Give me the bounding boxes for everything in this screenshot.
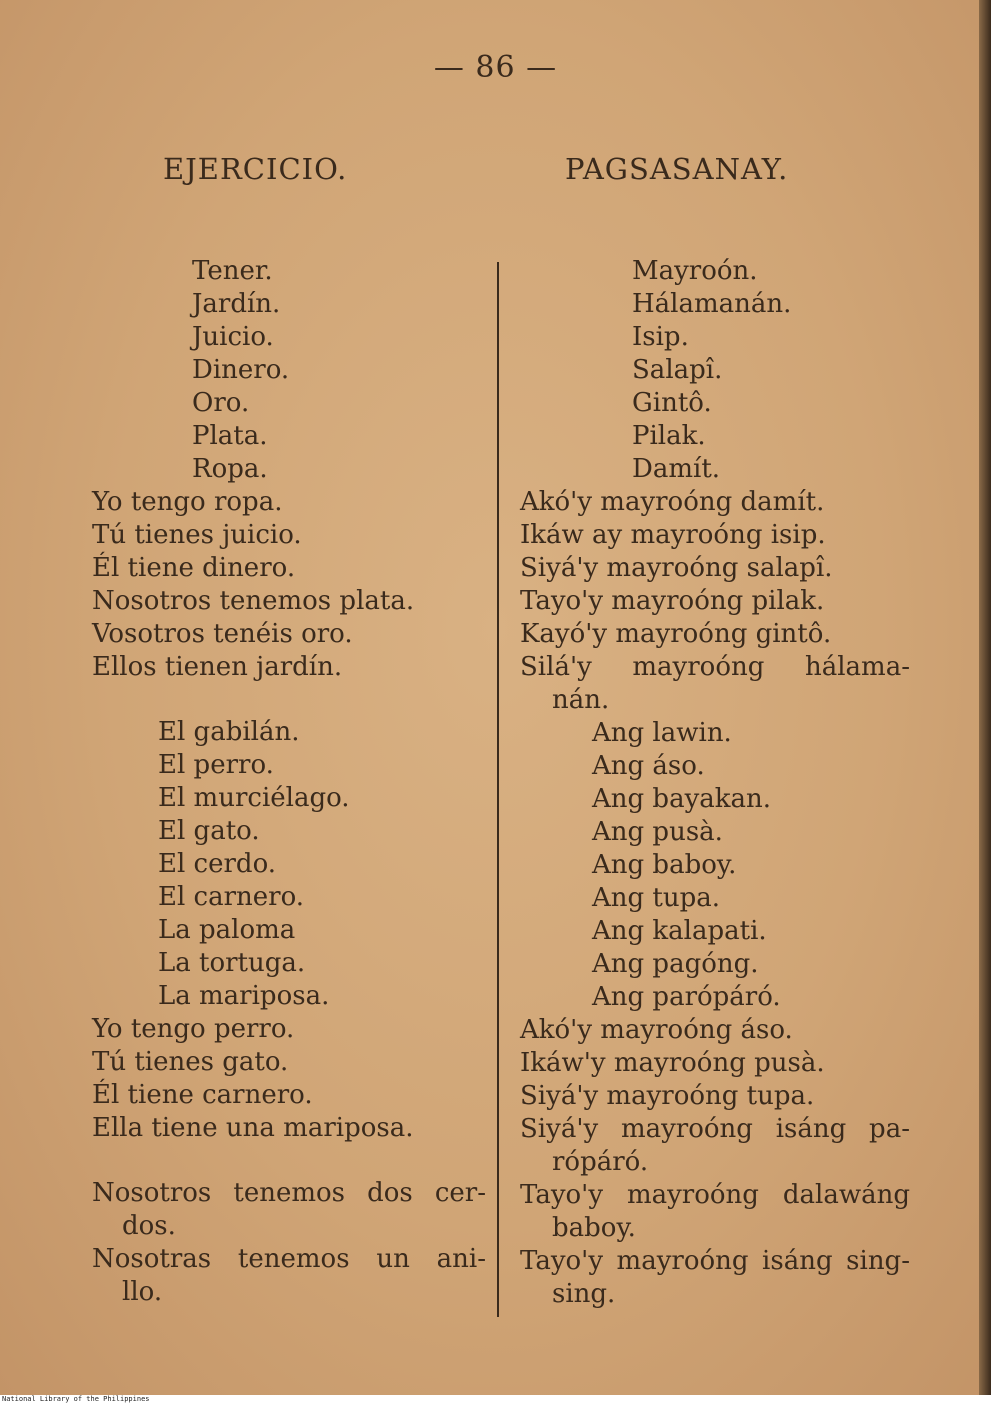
vocab-word: El murciélago. xyxy=(158,783,350,813)
vocab-word: El perro. xyxy=(158,750,274,780)
spanish-column xyxy=(92,255,486,1309)
footer-credit: National Library of the Philippines xyxy=(2,1395,150,1403)
page-number: — 86 — xyxy=(433,50,558,85)
vocab-word: El carnero. xyxy=(158,882,305,912)
heading-spanish: EJERCICIO. xyxy=(163,152,348,186)
sentence: Akó'y mayroóng áso. xyxy=(520,1015,793,1045)
vocab-word: Ang pusà. xyxy=(592,817,723,847)
vocab-word: Ang baboy. xyxy=(592,850,737,880)
sentence: Él tiene dinero. xyxy=(92,553,296,583)
sentence: Él tiene carnero. xyxy=(92,1080,313,1110)
page-edge xyxy=(979,0,991,1395)
sentence: Kayó'y mayroóng gintô. xyxy=(520,619,832,649)
spacer xyxy=(92,684,486,716)
sentence-continuation: nán. xyxy=(552,685,610,715)
vocab-word: Juicio. xyxy=(192,322,274,352)
sentence-continuation: baboy. xyxy=(552,1213,636,1243)
vocab-word: El cerdo. xyxy=(158,849,277,879)
sentence: Akó'y mayroóng damít. xyxy=(520,487,825,517)
vocab-word: Ang bayakan. xyxy=(592,784,772,814)
sentence-wrapped: Tayo'y mayroóng isáng sing- xyxy=(520,1246,910,1276)
sentence-wrapped: Silá'y mayroóng hálama- xyxy=(520,652,910,682)
sentence-wrapped: Siyá'y mayroóng isáng pa- xyxy=(520,1114,910,1144)
vocab-word: Tener. xyxy=(192,256,273,286)
sentence: Tú tienes juicio. xyxy=(92,520,302,550)
sentence-wrapped: Tayo'y mayroóng dalawáng xyxy=(520,1180,910,1210)
sentence: Yo tengo ropa. xyxy=(92,487,283,517)
sentence-continuation: dos. xyxy=(122,1211,176,1241)
sentence: Yo tengo perro. xyxy=(92,1014,295,1044)
vocab-word: Ang parópáró. xyxy=(592,982,781,1012)
vocab-word: Salapî. xyxy=(632,355,723,385)
spacer xyxy=(92,1145,486,1177)
sentence: Ella tiene una mariposa. xyxy=(92,1113,414,1143)
sentence: Siyá'y mayroóng salapî. xyxy=(520,553,833,583)
vocab-word: La mariposa. xyxy=(158,981,330,1011)
sentence-continuation: llo. xyxy=(122,1277,163,1307)
sentence: Nosotros tenemos plata. xyxy=(92,586,415,616)
vocab-word: Ang áso. xyxy=(592,751,705,781)
vocab-word: Hálamanán. xyxy=(632,289,792,319)
vocab-word: Ropa. xyxy=(192,454,268,484)
heading-tagalog: PAGSASANAY. xyxy=(565,152,789,186)
vocab-word: Ang tupa. xyxy=(592,883,721,913)
vocab-word: El gabilán. xyxy=(158,717,300,747)
vocab-word: Isip. xyxy=(632,322,689,352)
vocab-word: Ang kalapati. xyxy=(592,916,767,946)
vocab-word: Ang pagóng. xyxy=(592,949,759,979)
sentence: Tú tienes gato. xyxy=(92,1047,289,1077)
vocab-word: Pilak. xyxy=(632,421,706,451)
sentence: Tayo'y mayroóng pilak. xyxy=(520,586,825,616)
sentence: Ikáw ay mayroóng isip. xyxy=(520,520,826,550)
vocab-word: Gintô. xyxy=(632,388,712,418)
sentence-continuation: rópáró. xyxy=(552,1147,649,1177)
column-divider xyxy=(497,262,499,1317)
sentence-wrapped: Nosotras tenemos un ani- xyxy=(92,1244,486,1274)
sentence: Ellos tienen jardín. xyxy=(92,652,343,682)
sentence: Siyá'y mayroóng tupa. xyxy=(520,1081,815,1111)
sentence-continuation: sing. xyxy=(552,1279,616,1309)
vocab-word: Ang lawin. xyxy=(592,718,732,748)
sentence: Ikáw'y mayroóng pusà. xyxy=(520,1048,825,1078)
sentence-wrapped: Nosotros tenemos dos cer- xyxy=(92,1178,486,1208)
sentence: Vosotros tenéis oro. xyxy=(92,619,353,649)
vocab-word: El gato. xyxy=(158,816,260,846)
vocab-word: Plata. xyxy=(192,421,268,451)
vocab-word: Mayroón. xyxy=(632,256,758,286)
vocab-word: La tortuga. xyxy=(158,948,306,978)
vocab-word: Oro. xyxy=(192,388,250,418)
vocab-word: La paloma xyxy=(158,915,296,945)
vocab-word: Damít. xyxy=(632,454,721,484)
tagalog-column xyxy=(520,255,910,1311)
vocab-word: Jardín. xyxy=(192,289,281,319)
vocab-word: Dinero. xyxy=(192,355,290,385)
